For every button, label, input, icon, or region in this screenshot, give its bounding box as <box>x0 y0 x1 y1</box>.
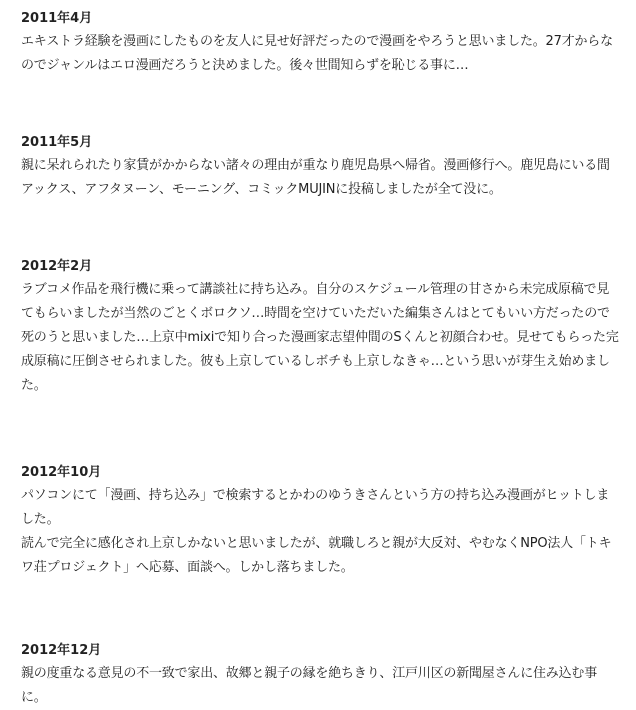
timeline <box>21 8 621 710</box>
entry-date: 2011年4月 <box>21 11 93 26</box>
timeline-entry <box>21 640 621 710</box>
entry-spacer <box>21 580 621 640</box>
entry-paragraph: ラブコメ作品を飛行機に乗って講談社に持ち込み。自分のスケジュール管理の甘さから未完成原稿で見てもらいましたが当然のごとくボロクソ…時間を空けていただいた編集さんはとてもいい方だったので死のうと思いました…上京中mixiで知り合った漫画家志望仲間のSくんと初顔合わせ。見せてもらった完成原稿に圧倒させられました。彼も上京しているしボチも上京しなきゃ…という思いが芽生え始めました。 <box>21 282 619 393</box>
entry-body <box>21 278 621 398</box>
entry-paragraph: エキストラ経験を漫画にしたものを友人に見せ好評だったので漫画をやろうと思いました。27才からなのでジャンルはエロ漫画だろうと決めました。後々世間知らずを恥じる事に… <box>21 34 613 73</box>
timeline-entry <box>21 8 621 78</box>
entry-date: 2011年5月 <box>21 135 93 150</box>
entry-date: 2012年10月 <box>21 465 102 480</box>
entry-paragraph: パソコンにて「漫画、持ち込み」で検索するとかわのゆうきさんという方の持ち込み漫画がヒットしました。 <box>21 488 610 527</box>
entry-date: 2012年2月 <box>21 259 93 274</box>
entry-spacer <box>21 202 621 256</box>
entry-paragraph: 親に呆れられたり家賃がかからない諸々の理由が重なり鹿児島県へ帰省。漫画修行へ。鹿児島にいる間アックス、アフタヌーン、モーニング、コミックMUJINに投稿しましたが全て没に。 <box>21 158 610 197</box>
timeline-entry <box>21 132 621 202</box>
entry-paragraph: 親の度重なる意見の不一致で家出、故郷と親子の縁を絶ちきり、江戸川区の新聞屋さんに住み込む事に。 <box>21 666 598 705</box>
timeline-entry <box>21 256 621 398</box>
entry-body <box>21 30 621 78</box>
entry-body <box>21 154 621 202</box>
entry-spacer <box>21 398 621 462</box>
entry-body <box>21 662 621 710</box>
entry-paragraph: 読んで完全に感化され上京しかないと思いましたが、就職しろと親が大反対、やむなくNPO法人「トキワ荘プロジェクト」へ応募、面談へ。しかし落ちました。 <box>21 536 612 575</box>
entry-body <box>21 484 621 580</box>
timeline-entry <box>21 462 621 580</box>
entry-spacer <box>21 78 621 132</box>
entry-date: 2012年12月 <box>21 643 102 658</box>
